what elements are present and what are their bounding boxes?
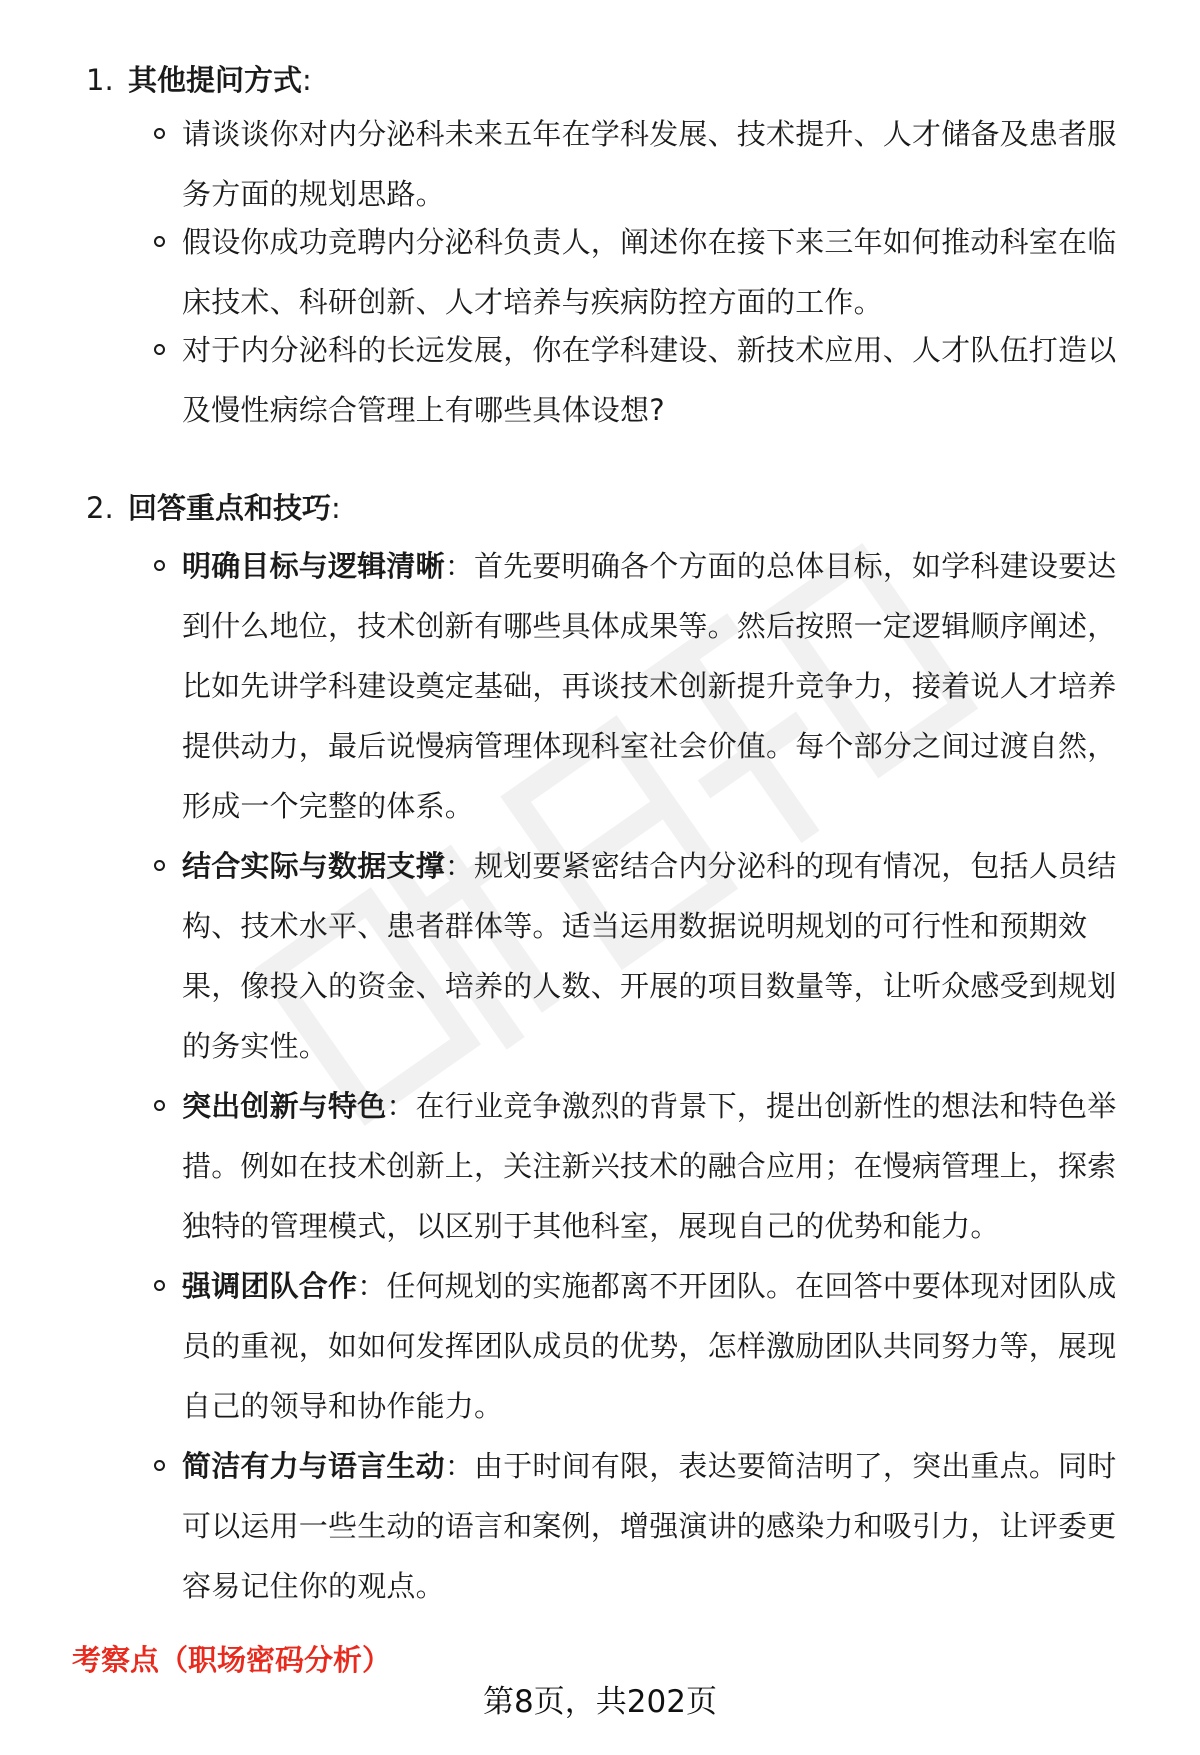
section-heading-2 xyxy=(86,488,341,528)
bullet-circle-icon xyxy=(154,560,165,571)
list-item xyxy=(182,104,1142,224)
section-number: 2. xyxy=(86,491,114,525)
list-item-label: 结合实际与数据支撑 xyxy=(182,849,445,883)
list-item-text: 对于内分泌科的长远发展，你在学科建设、新技术应用、人才队伍打造以及慢性病综合管理上有哪些具体设想? xyxy=(182,333,1117,427)
list-item-text: ：任何规划的实施都离不开团队。在回答中要体现对团队成员的重视，如如何发挥团队成员的优势，怎样激励团队共同努力等，展现自己的领导和协作能力。 xyxy=(182,1269,1117,1423)
list-item-label: 突出创新与特色 xyxy=(182,1089,387,1123)
section-title: 其他提问方式 xyxy=(128,63,303,97)
bullet-circle-icon xyxy=(154,344,165,355)
section-title: 回答重点和技巧 xyxy=(128,491,332,525)
page-number: 第8页，共202页 xyxy=(483,1684,717,1720)
bullet-circle-icon xyxy=(154,860,165,871)
list-item xyxy=(182,536,1142,836)
observation-points-heading: 考察点（职场密码分析） xyxy=(72,1643,392,1677)
section-heading-1 xyxy=(86,60,312,100)
section-colon: : xyxy=(331,491,341,525)
list-item xyxy=(182,212,1142,332)
list-item-label: 明确目标与逻辑清晰 xyxy=(182,549,445,583)
bullet-circle-icon xyxy=(154,1280,165,1291)
list-item-label: 强调团队合作 xyxy=(182,1269,358,1303)
bullet-circle-icon xyxy=(154,1460,165,1471)
bullet-circle-icon xyxy=(154,128,165,139)
section-number: 1. xyxy=(86,63,114,97)
list-item-text: ：规划要紧密结合内分泌科的现有情况，包括人员结构、技术水平、患者群体等。适当运用数据说明规划的可行性和预期效果，像投入的资金、培养的人数、开展的项目数量等，让听众感受到规划的务实性。 xyxy=(182,849,1117,1063)
section-colon: : xyxy=(302,63,312,97)
list-item xyxy=(182,836,1142,1076)
list-item-text: ：由于时间有限，表达要简洁明了，突出重点。同时可以运用一些生动的语言和案例，增强演讲的感染力和吸引力，让评委更容易记住你的观点。 xyxy=(182,1449,1117,1603)
list-item xyxy=(182,1256,1142,1436)
list-item xyxy=(182,1436,1142,1616)
list-item-text: 请谈谈你对内分泌科未来五年在学科发展、技术提升、人才储备及患者服务方面的规划思路。 xyxy=(182,117,1117,211)
bullet-circle-icon xyxy=(154,236,165,247)
list-item-text: ：在行业竞争激烈的背景下，提出创新性的想法和特色举措。例如在技术创新上，关注新兴技术的融合应用；在慢病管理上，探索独特的管理模式，以区别于其他科室，展现自己的优势和能力。 xyxy=(182,1089,1117,1243)
list-item-label: 简洁有力与语言生动 xyxy=(182,1449,445,1483)
list-item xyxy=(182,320,1142,440)
list-item xyxy=(182,1076,1142,1256)
bullet-circle-icon xyxy=(154,1100,165,1111)
list-item-text: ：首先要明确各个方面的总体目标，如学科建设要达到什么地位，技术创新有哪些具体成果等。然后按照一定逻辑顺序阐述，比如先讲学科建设奠定基础，再谈技术创新提升竞争力，接着说人才培养提供动力，最后说慢病管理体现科室社会价值。每个部分之间过渡自然，形成一个完整的体系。 xyxy=(182,549,1117,823)
list-item-text: 假设你成功竞聘内分泌科负责人，阐述你在接下来三年如何推动科室在临床技术、科研创新、人才培养与疾病防控方面的工作。 xyxy=(182,225,1117,319)
